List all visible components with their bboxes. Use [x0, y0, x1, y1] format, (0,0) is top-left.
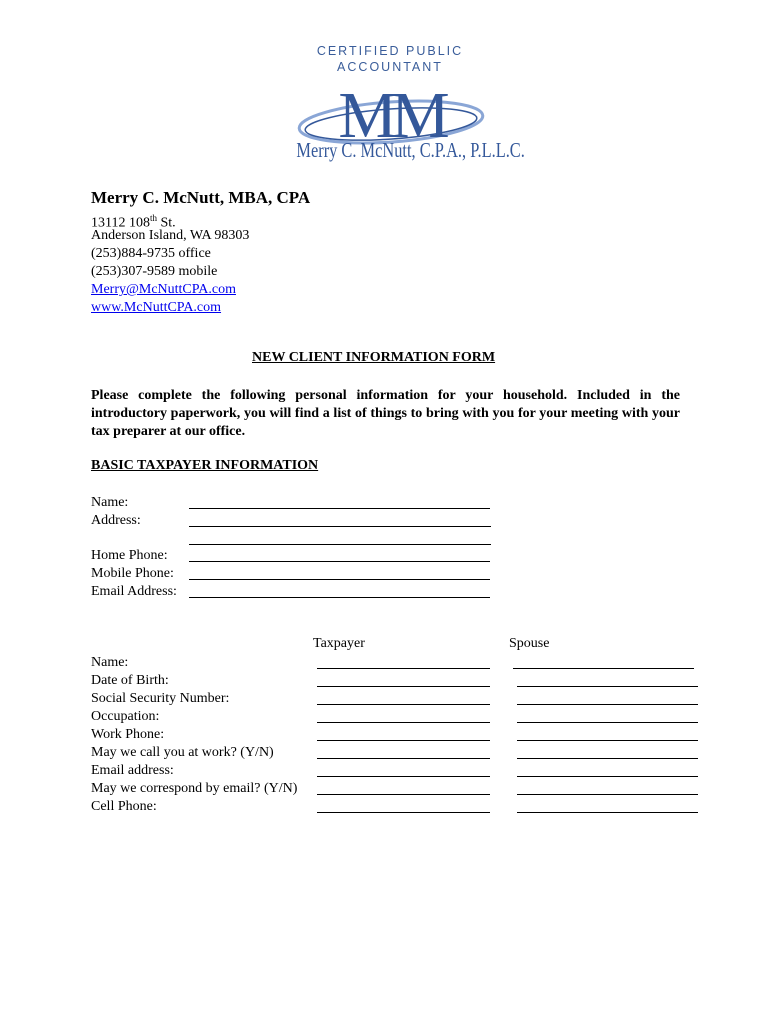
personal-email-label: Email address: [91, 763, 174, 778]
basic-home-phone-field[interactable] [189, 561, 490, 562]
taxpayer-dob-field[interactable] [317, 686, 490, 687]
email-link[interactable]: Merry@McNuttCPA.com [91, 282, 236, 297]
logo-firm-name: Merry C. McNutt, C.P.A., P.L.L.C. [296, 138, 525, 162]
basic-name-field[interactable] [189, 508, 490, 509]
basic-email-field[interactable] [189, 597, 490, 598]
form-intro: Please complete the following personal information for your household. Included in the introductory paperwork, you will find a list of things to bring with you for your meeting with your tax preparer at our office. [91, 388, 680, 439]
taxpayer-occupation-field[interactable] [317, 722, 490, 723]
spouse-column-heading: Spouse [509, 636, 550, 651]
basic-address-field-1[interactable] [189, 526, 491, 527]
street-address: 13112 108th St. [91, 213, 176, 231]
logo-line-2: ACCOUNTANT [337, 60, 443, 74]
taxpayer-column-heading: Taxpayer [313, 636, 365, 651]
basic-mobile-phone-field[interactable] [189, 579, 490, 580]
website-link[interactable]: www.McNuttCPA.com [91, 300, 222, 315]
basic-email-label: Email Address: [91, 584, 177, 599]
basic-home-phone-label: Home Phone: [91, 548, 168, 563]
spouse-cell-phone-field[interactable] [517, 812, 698, 813]
spouse-email-field[interactable] [517, 776, 698, 777]
mobile-phone: (253)307-9589 mobile [91, 264, 218, 279]
taxpayer-work-phone-field[interactable] [317, 740, 490, 741]
taxpayer-name-field[interactable] [317, 668, 490, 669]
logo-line-1: CERTIFIED PUBLIC [316, 44, 464, 58]
work-phone-label: Work Phone: [91, 727, 165, 742]
city-state-zip: Anderson Island, WA 98303 [91, 228, 250, 243]
firm-logo [270, 40, 525, 170]
spouse-work-phone-field[interactable] [517, 740, 698, 741]
spouse-occupation-field[interactable] [517, 722, 698, 723]
section-title: BASIC TAXPAYER INFORMATION [91, 458, 319, 473]
taxpayer-ssn-field[interactable] [317, 704, 490, 705]
occupation-label: Occupation: [91, 709, 160, 724]
office-phone: (253)884-9735 office [91, 246, 211, 261]
form-title: NEW CLIENT INFORMATION FORM [252, 350, 496, 365]
spouse-call-at-work-field[interactable] [517, 758, 698, 759]
personal-name-label: Name: [91, 655, 129, 670]
taxpayer-correspond-email-field[interactable] [317, 794, 490, 795]
basic-address-field-2[interactable] [189, 544, 491, 545]
preparer-name: Merry C. McNutt, MBA, CPA [91, 188, 311, 207]
dob-label: Date of Birth: [91, 673, 169, 688]
correspond-email-label: May we correspond by email? (Y/N) [91, 781, 298, 796]
basic-name-label: Name: [91, 495, 129, 510]
spouse-correspond-email-field[interactable] [517, 794, 698, 795]
basic-mobile-phone-label: Mobile Phone: [91, 566, 174, 581]
basic-address-label: Address: [91, 513, 141, 528]
spouse-ssn-field[interactable] [517, 704, 698, 705]
taxpayer-call-at-work-field[interactable] [317, 758, 490, 759]
spouse-name-field[interactable] [513, 668, 694, 669]
monogram-text: MM [338, 79, 444, 152]
cell-phone-label: Cell Phone: [91, 799, 157, 814]
call-at-work-label: May we call you at work? (Y/N) [91, 745, 274, 760]
taxpayer-cell-phone-field[interactable] [317, 812, 490, 813]
spouse-dob-field[interactable] [517, 686, 698, 687]
taxpayer-email-field[interactable] [317, 776, 490, 777]
ssn-label: Social Security Number: [91, 691, 230, 706]
